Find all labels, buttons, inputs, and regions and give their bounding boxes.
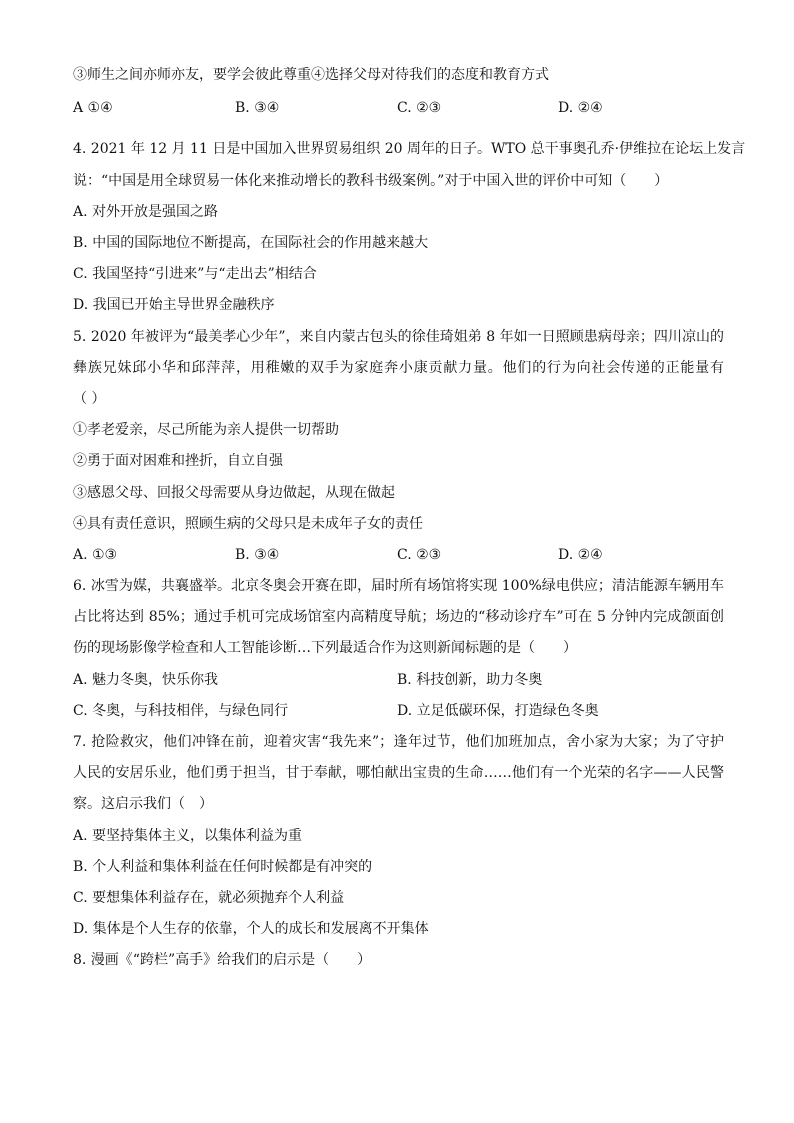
q7-option-a: A. 要坚持集体主义，以集体利益为重 xyxy=(73,828,303,844)
q4-option-a: A. 对外开放是强国之路 xyxy=(73,204,219,220)
q6-stem-line-2: 占比将达到 85%；通过手机可完成场馆室内高精度导航；场边的“移动诊疗车”可在 5 分钟内完成颌面创 xyxy=(73,609,724,625)
q6-option-a: A. 魅力冬奥，快乐你我 xyxy=(73,672,219,688)
prev-question-item-3-4: ③师生之间亦师亦友，要学会彼此尊重④选择父母对待我们的态度和教育方式 xyxy=(73,67,549,83)
prev-option-b: B. ③④ xyxy=(235,100,280,116)
q5-stem-line-1: 5. 2020 年被评为“最美孝心少年”，来自内蒙古包头的徐佳琦姐弟 8 年如一日照顾患病母亲；四川凉山的 xyxy=(73,329,724,345)
q6-stem-line-1: 6. 冰雪为媒，共襄盛举。北京冬奥会开赛在即，届时所有场馆将实现 100%绿电供应；清洁能源车辆用车 xyxy=(73,578,724,594)
q7-option-b: B. 个人利益和集体利益在任何时候都是有冲突的 xyxy=(73,859,373,875)
q4-stem-line-1: 4. 2021 年 12 月 11 日是中国加入世界贸易组织 20 周年的日子。WTO 总干事奥孔乔·伊维拉在论坛上发言 xyxy=(73,141,746,157)
q5-option-b: B. ③④ xyxy=(235,547,280,563)
q7-stem-line-3: 察。这启示我们（ ） xyxy=(73,796,213,812)
q6-option-b: B. 科技创新，助力冬奥 xyxy=(397,672,543,688)
q5-stem-line-2: 彝族兄妹邱小华和邱萍萍，用稚嫩的双手为家庭奔小康贡献力量。他们的行为向社会传递的正能量有 xyxy=(73,360,724,376)
q7-option-d: D. 集体是个人生存的依靠，个人的成长和发展离不开集体 xyxy=(73,921,429,937)
q5-item-4: ④具有责任意识，照顾生病的父母只是未成年子女的责任 xyxy=(73,516,423,532)
q8-stem-line-1: 8. 漫画《“跨栏”高手》给我们的启示是（ ） xyxy=(73,952,372,968)
q4-option-d: D. 我国已开始主导世界金融秩序 xyxy=(73,297,275,313)
q5-option-c: C. ②③ xyxy=(397,547,442,563)
q5-stem-line-3: （ ） xyxy=(73,391,106,407)
q7-option-c: C. 要想集体利益存在，就必须抛弃个人利益 xyxy=(73,890,345,906)
q4-stem-line-2: 说：“中国是用全球贸易一体化来推动增长的教科书级案例。”对于中国入世的评价中可知（ ） xyxy=(73,173,669,189)
q5-option-a: A. ①③ xyxy=(73,547,118,563)
q6-option-c: C. 冬奥，与科技相伴，与绿色同行 xyxy=(73,703,289,719)
q7-stem-line-1: 7. 抢险救灾，他们冲锋在前，迎着灾害“我先来”；逢年过节，他们加班加点，舍小家为大家；为了守护 xyxy=(73,734,724,750)
q6-option-d: D. 立足低碳环保，打造绿色冬奥 xyxy=(397,703,599,719)
q7-stem-line-2: 人民的安居乐业，他们勇于担当，甘于奉献，哪怕献出宝贵的生命……他们有一个光荣的名字——人民警 xyxy=(73,765,724,781)
prev-option-d: D. ②④ xyxy=(558,100,603,116)
q4-option-b: B. 中国的国际地位不断提高，在国际社会的作用越来越大 xyxy=(73,235,429,251)
q5-option-d: D. ②④ xyxy=(558,547,603,563)
q5-item-1: ①孝老爱亲，尽己所能为亲人提供一切帮助 xyxy=(73,422,339,438)
q4-option-c: C. 我国坚持“引进来”与“走出去”相结合 xyxy=(73,266,317,282)
prev-option-a: A ①④ xyxy=(73,100,113,116)
q5-item-3: ③感恩父母、回报父母需要从身边做起，从现在做起 xyxy=(73,485,395,501)
prev-option-c: C. ②③ xyxy=(397,100,442,116)
q6-stem-line-3: 伤的现场影像学检查和人工智能诊断…下列最适合作为这则新闻标题的是（ ） xyxy=(73,640,577,656)
q5-item-2: ②勇于面对困难和挫折，自立自强 xyxy=(73,453,283,469)
